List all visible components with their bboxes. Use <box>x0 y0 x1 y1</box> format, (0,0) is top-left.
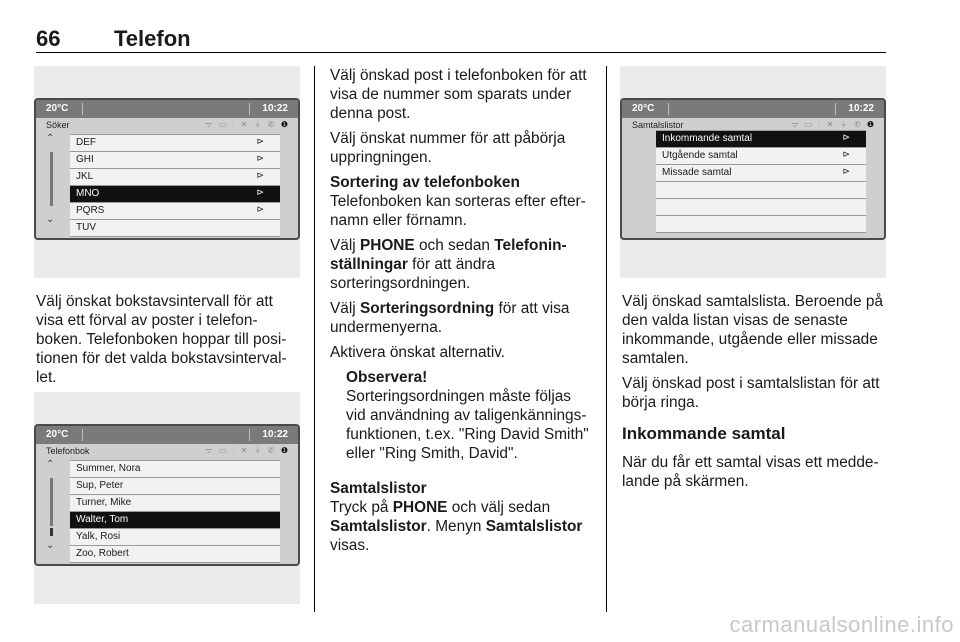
list-item-label: GHI <box>76 154 94 165</box>
chevron-right-icon: ⊳ <box>256 204 264 214</box>
scrollbar-thumb[interactable] <box>50 528 53 536</box>
list-item-label: Walter, Tom <box>76 514 129 525</box>
list-item[interactable] <box>70 478 280 495</box>
list-item[interactable] <box>656 216 866 233</box>
status-bar <box>36 100 298 118</box>
section-heading-call-lists: Samtalslistor <box>330 480 427 497</box>
screen-title: Samtalslistor <box>632 120 684 130</box>
paragraph: Välj Sorteringsordning för att visa undermenyerna. <box>330 300 570 336</box>
temperature-label: 20°C <box>46 103 69 114</box>
list-item-label: Utgående samtal <box>662 150 738 161</box>
display-screen <box>620 98 886 240</box>
scroll-up-icon[interactable]: ⌃ <box>46 459 55 470</box>
column-divider <box>314 66 315 612</box>
list-item-label: TUV <box>76 222 96 233</box>
chevron-right-icon: ⊳ <box>256 187 264 197</box>
section-heading-incoming: Inkommande samtal <box>622 424 786 443</box>
page-number: 66 <box>36 26 61 51</box>
list-item[interactable] <box>70 135 280 152</box>
paragraph: När du får ett samtal visas ett meddelande på skärmen. <box>622 454 879 490</box>
list-item-label: JKL <box>76 171 94 182</box>
list-item-label: Sup, Peter <box>76 480 124 491</box>
list-item-label: Yalk, Rosi <box>76 531 121 542</box>
list-item-label: PQRS <box>76 205 105 216</box>
screen-photo-call-lists <box>620 66 886 278</box>
list-item[interactable] <box>656 131 866 148</box>
list-item[interactable] <box>656 148 866 165</box>
list-item[interactable] <box>656 165 866 182</box>
header-rule <box>36 52 886 53</box>
list-item[interactable] <box>70 546 280 563</box>
paragraph: Välj önskat nummer för att påbörja uppringningen. <box>330 130 566 166</box>
list-item-label: Inkommande samtal <box>662 133 753 144</box>
screen-title: Telefonbok <box>46 446 90 456</box>
chevron-right-icon: ⊳ <box>256 170 264 180</box>
note-box <box>330 368 594 463</box>
list-item[interactable] <box>656 199 866 216</box>
list-item[interactable] <box>70 529 280 546</box>
paragraph: Välj önskat bokstavsintervall för att visa ett förval av poster i telefonboken. Telefonboken hoppar till positionen för det valda bokstavsintervallet. <box>36 293 287 386</box>
list-item[interactable] <box>70 169 280 186</box>
list-item-label: Zoo, Robert <box>76 548 129 559</box>
list-item-label: DEF <box>76 137 96 148</box>
temperature-label: 20°C <box>46 429 69 440</box>
chevron-right-icon: ⊳ <box>842 149 850 159</box>
display-screen <box>34 424 300 566</box>
section-heading-sorting: Sortering av telefonboken <box>330 174 520 191</box>
status-icons: ᯤ ▭ ⫶ ✕ ⏚ ✆ ❶ <box>205 446 290 455</box>
column-2-text <box>330 66 594 561</box>
column-3-text <box>622 292 888 497</box>
screen-photo-phonebook <box>34 392 300 604</box>
chapter-title: Telefon <box>114 26 191 51</box>
list-item-label: Turner, Mike <box>76 497 132 508</box>
column-1-text <box>36 292 298 393</box>
paragraph: Välj önskad post i telefonboken för att visa de nummer som sparats under denna post. <box>330 67 587 122</box>
clock-label: 10:22 <box>262 103 288 114</box>
phone-icon: ❶ <box>280 120 290 129</box>
list-item[interactable] <box>70 512 280 529</box>
screen-title: Söker <box>46 120 70 130</box>
clock-label: 10:22 <box>848 103 874 114</box>
status-icons: ᯤ ▭ ⫶ ✕ ⏚ ✆ ❶ <box>205 120 290 129</box>
list-item[interactable] <box>70 203 280 220</box>
list-item-label: Missade samtal <box>662 167 732 178</box>
list-item-label: Summer, Nora <box>76 463 141 474</box>
clock-label: 10:22 <box>262 429 288 440</box>
note-text: Sorteringsordningen måste följas vid användning av taligenkänningsfunktionen, t.ex. "Ring David Smith" eller "Ring Smith, David". <box>346 388 589 462</box>
letter-range-list <box>70 134 280 237</box>
list-item[interactable] <box>70 186 280 203</box>
list-item[interactable] <box>70 220 280 237</box>
scrollbar-track[interactable] <box>50 152 53 206</box>
paragraph: Välj PHONE och sedan Telefoninställningar för att ändra sorteringsordningen. <box>330 237 567 292</box>
scrollbar-track[interactable] <box>50 478 53 526</box>
phone-icon: ❶ <box>280 446 290 455</box>
status-bar <box>622 100 884 118</box>
screen-photo-search <box>34 66 300 278</box>
paragraph: Aktivera önskat alternativ. <box>330 344 506 361</box>
status-bar <box>36 426 298 444</box>
scroll-up-icon[interactable]: ⌃ <box>46 133 55 144</box>
status-icons: ᯤ ▭ ⫶ ✕ ⏚ ✆ ❶ <box>791 120 876 129</box>
list-item[interactable] <box>70 461 280 478</box>
phone-icon: ❶ <box>866 120 876 129</box>
call-list-menu <box>656 130 866 233</box>
list-item[interactable] <box>70 152 280 169</box>
paragraph: Välj önskad samtalslista. Beroende på den valda listan visas de senaste inkommande, utgående eller missade samtalen. <box>622 293 883 367</box>
watermark: carmanualsonline.info <box>729 612 954 637</box>
chevron-right-icon: ⊳ <box>842 166 850 176</box>
paragraph: Tryck på PHONE och välj sedan Samtalslistor. Menyn Samtalslistor visas. <box>330 499 583 554</box>
page-header <box>36 26 886 52</box>
scroll-down-icon[interactable]: ⌄ <box>46 540 55 551</box>
column-divider <box>606 66 607 612</box>
list-item[interactable] <box>656 182 866 199</box>
scroll-down-icon[interactable]: ⌄ <box>46 214 55 225</box>
temperature-label: 20°C <box>632 103 655 114</box>
paragraph: Telefonboken kan sorteras efter efternamn eller förnamn. <box>330 193 586 229</box>
display-screen <box>34 98 300 240</box>
chevron-right-icon: ⊳ <box>256 153 264 163</box>
chevron-right-icon: ⊳ <box>256 136 264 146</box>
chevron-right-icon: ⊳ <box>842 132 850 142</box>
paragraph: Välj önskad post i samtalslistan för att börja ringa. <box>622 375 880 411</box>
list-item[interactable] <box>70 495 280 512</box>
phonebook-list <box>70 460 280 563</box>
note-title: Observera! <box>346 369 428 386</box>
list-item-label: MNO <box>76 188 100 199</box>
